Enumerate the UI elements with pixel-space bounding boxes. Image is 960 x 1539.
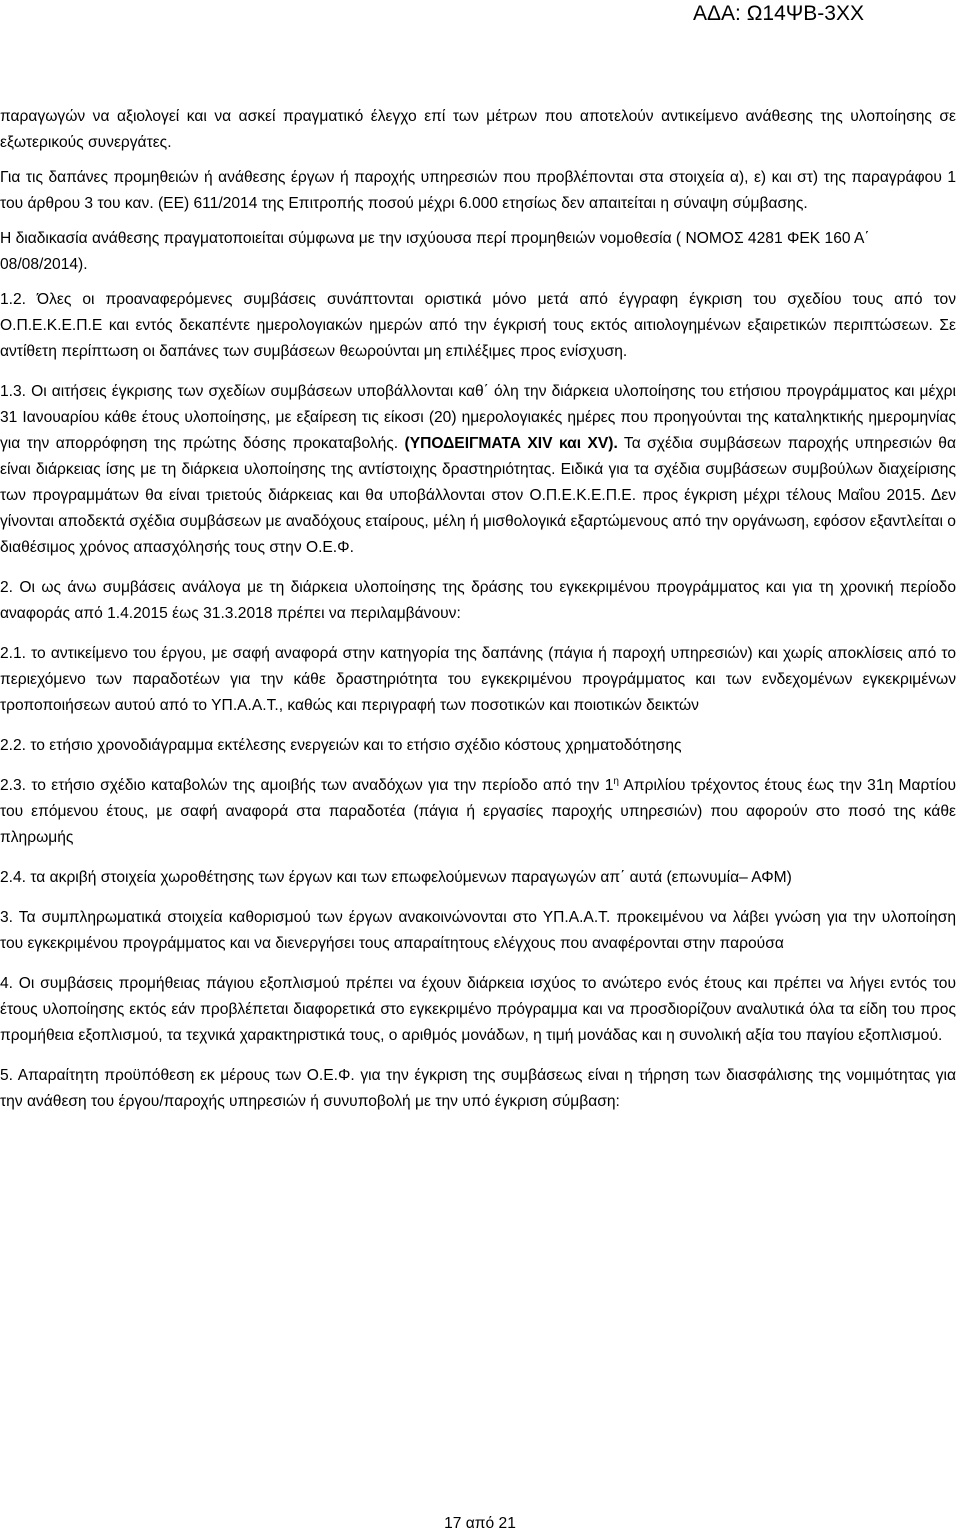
paragraph-5: 5. Απαραίτητη προϋπόθεση εκ μέρους των Ο.Ε.Φ. για την έγκριση της συμβάσεως είναι η τήρηση των διασφάλισης της νομιμότητας για την ανάθεση του έργου/παροχής υπηρεσιών ή συνυποβολή με την υπό έγκριση σύμβαση:	[0, 1067, 956, 1110]
ordinal-superscript: η	[613, 775, 619, 787]
paragraph-1-3-part-b: Τα σχέδια συμβάσεων παροχής υπηρεσιών θα είναι διάρκειας ίσης με τη διάρκεια υλοποίησης της αντίστοιχης δραστηριότητας. Ειδικά για τα σχέδια συμβάσεων συμβούλων διαχείρισης των προγραμμάτων θα είναι τριετούς διάρκειας και θα υποβάλλονται στον Ο.Π.Ε.Κ.Ε.Π.Ε. προς έγκριση μέχρι τέλους Μαΐου 2015. Δεν γίνονται αποδεκτά σχέδια συμβάσεων με αναδόχους εταίρους, μέλη ή μισθολογικά εξαρτώμενους από την οργάνωση, εφόσον εξαντλείται ο διαθέσιμος χρόνος απασχόλησής τους στην Ο.Ε.Φ.	[0, 435, 956, 556]
paragraph-2-2: 2.2. το ετήσιο χρονοδιάγραμμα εκτέλεσης ενεργειών και το ετήσιο σχέδιο κόστους χρηματοδότησης	[0, 737, 682, 754]
paragraph-2-3-part-a: 2.3. το ετήσιο σχέδιο καταβολών της αμοιβής των αναδόχων για την περίοδο από την 1	[0, 777, 614, 794]
paragraph-3: Η διαδικασία ανάθεσης πραγματοποιείται σύμφωνα με την ισχύουσα περί προμηθειών νομοθεσία ( ΝΟΜΟΣ 4281 ΦΕΚ 160 Α΄ 08/08/2014).	[0, 230, 870, 273]
paragraph-2-1: 2.1. το αντικείμενο του έργου, με σαφή αναφορά στην κατηγορία της δαπάνης (πάγια ή παροχή υπηρεσιών) και χωρίς αποκλίσεις από το περιεχόμενο των παραδοτέων για την κάθε δραστηριότητα του εγκεκριμένου προγράμματος και των ενδεχομένων εγκεκριμένων τροποποιήσεων αυτού από το ΥΠ.Α.Α.Τ., καθώς και περιγραφή των ποσοτικών και ποιοτικών δεικτών	[0, 645, 956, 714]
ada-code: ΑΔΑ: Ω14ΨΒ-3ΧΧ	[692, 2, 864, 25]
paragraph-1-3-part-a: 1.3. Οι αιτήσεις έγκρισης των σχεδίων συμβάσεων υποβάλλονται καθ΄ όλη την διάρκεια υλοποίησης του ετήσιου προγράμματος και μέχρι 31 Ιανουαρίου κάθε έτους υλοποίησης, με εξαίρεση τις είκοσι (20) ημερολογιακές ημέρες που προηγούνται της καταληκτικής ημερομηνίας για την απορρόφηση της πρώτης δόσης προκαταβολής.	[0, 383, 956, 452]
paragraph-1-3	[0, 379, 956, 561]
paragraph-2-3-part-b: Απριλίου τρέχοντος έτους έως την 31η Μαρτίου του επόμενου έτους, με σαφή αναφορά στα παραδοτέα (πάγια ή εργασίες παροχής υπηρεσιών) που αφορούν στο ποσό της κάθε πληρωμής	[0, 777, 956, 846]
paragraph-2: Για τις δαπάνες προμηθειών ή ανάθεσης έργων ή παροχής υπηρεσιών που προβλέπονται στα στοιχεία α), ε) και στ) της παραγράφου 1 του άρθρου 3 του καν. (ΕΕ) 611/2014 της Επιτροπής ποσού μέχρι 6.000 ετησίως δεν απαιτείται η σύναψη σύμβασης.	[0, 169, 956, 212]
paragraph-1-2: 1.2. Όλες οι προαναφερόμενες συμβάσεις συνάπτονται οριστικά μόνο μετά από έγγραφη έγκριση του σχεδίου τους από τον Ο.Π.Ε.Κ.Ε.Π.Ε και εντός δεκαπέντε ημερολογιακών ημερών από την έγκρισή τους εκτός αιτιολογημένων εξαιρετικών περιπτώσεων. Σε αντίθετη περίπτωση οι δαπάνες των συμβάσεων θεωρούνται μη επιλέξιμες προς ενίσχυση.	[0, 291, 956, 360]
paragraph-2-3	[0, 773, 956, 851]
document-body	[0, 104, 956, 1115]
paragraph-4: 4. Οι συμβάσεις προμήθειας πάγιου εξοπλισμού πρέπει να έχουν διάρκεια ισχύος το ανώτερο ενός έτους και πρέπει να λήγει εντός του έτους υλοποίησης εκτός εάν προβλέπεται διαφορετικά στο εγκεκριμένο πρόγραμμα και να προσδιορίζουν αναλυτικά όλα τα είδη του προς προμήθεια εξοπλισμού, τα τεχνικά χαρακτηριστικά τους, ο αριθμός μονάδων, η τιμή μονάδας και η συνολική αξία του παγίου εξοπλισμού.	[0, 975, 956, 1044]
page-number: 17 από 21	[444, 1515, 516, 1532]
paragraph-3-main: 3. Τα συμπληρωματικά στοιχεία καθορισμού των έργων ανακοινώνονται στο ΥΠ.Α.Α.Τ. προκειμένου να λάβει γνώση για την υλοποίηση του εγκεκριμένου προγράμματος και να διενεργήσει τους απαραίτητους ελέγχους που αναφέρονται στην παρούσα	[0, 909, 956, 952]
paragraph-2-main: 2. Οι ως άνω συμβάσεις ανάλογα με τη διάρκεια υλοποίησης της δράσης του εγκεκριμένου προγράμματος και για τη χρονική περίοδο αναφοράς από 1.4.2015 έως 31.3.2018 πρέπει να περιλαμβάνουν:	[0, 579, 956, 622]
paragraph-1: παραγωγών να αξιολογεί και να ασκεί πραγματικό έλεγχο επί των μέτρων που αποτελούν αντικείμενο ανάθεσης της υλοποίησης σε εξωτερικούς συνεργάτες.	[0, 108, 956, 151]
paragraph-2-4: 2.4. τα ακριβή στοιχεία χωροθέτησης των έργων και των επωφελούμενων παραγωγών απ΄ αυτά (επωνυμία– ΑΦΜ)	[0, 869, 792, 886]
paragraph-1-3-bold: (ΥΠΟΔΕΙΓΜΑΤΑ XIV και XV).	[404, 435, 618, 452]
